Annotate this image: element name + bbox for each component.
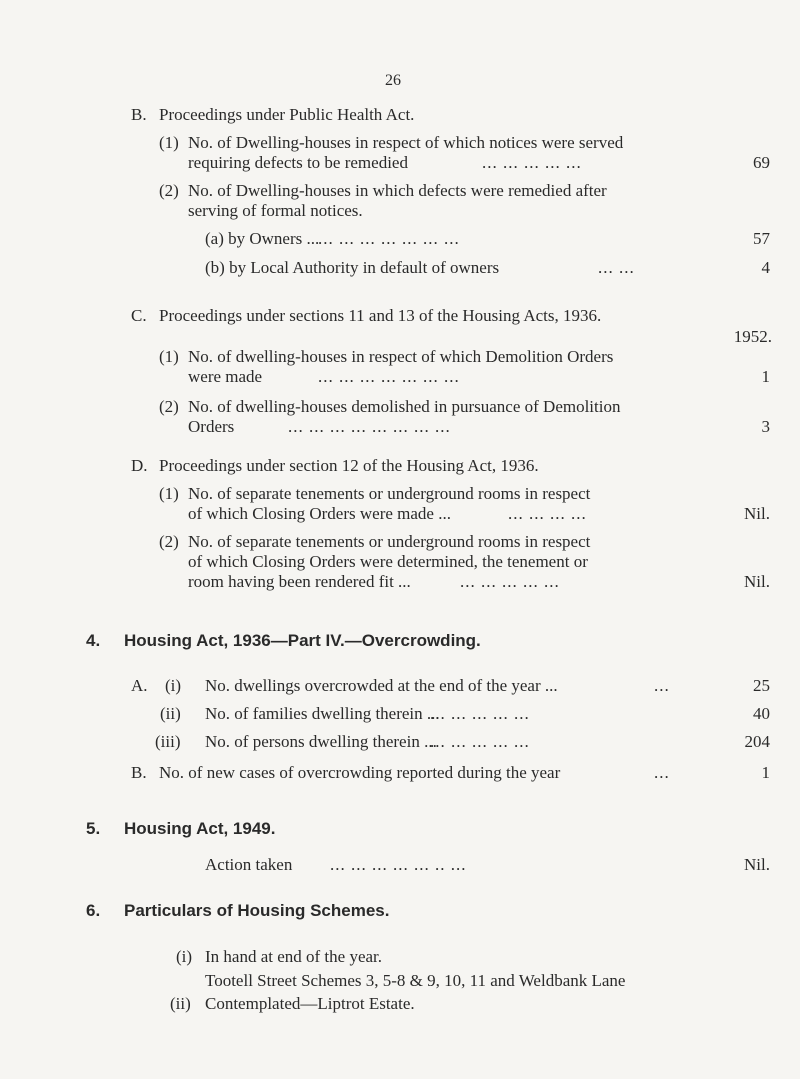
- item-text: Tootell Street Schemes 3, 5-8 & 9, 10, 11 and Weldbank Lane: [205, 971, 626, 990]
- section-letter: D.: [131, 456, 148, 475]
- value: 4: [761, 258, 770, 277]
- value: Nil.: [744, 572, 770, 591]
- item-text: No. of persons dwelling therein ...: [205, 732, 437, 751]
- section-letter: C.: [131, 306, 147, 325]
- item-text: No. of families dwelling therein ...: [205, 704, 440, 723]
- item-text: No. of Dwelling-houses in respect of which notices were served: [188, 133, 624, 152]
- leader-dots: ... ... ... ... ... .. ...: [330, 855, 467, 874]
- value: Nil.: [744, 855, 770, 874]
- item-text: In hand at end of the year.: [205, 947, 383, 966]
- leader-dots: ... ... ... ... ... ... ...: [318, 229, 460, 248]
- item-text: No. of dwelling-houses in respect of which Demolition Orders: [188, 347, 614, 366]
- item-number: (i): [165, 676, 182, 695]
- leader-dots: ... ... ... ... ...: [430, 704, 530, 723]
- value: 3: [761, 417, 770, 436]
- leader-dots: ... ... ... ... ...: [482, 153, 582, 172]
- section-title: Proceedings under Public Health Act.: [159, 105, 415, 124]
- item-number: (1): [159, 133, 179, 152]
- item-number: (1): [159, 347, 179, 366]
- value: 69: [753, 153, 770, 172]
- item-text: serving of formal notices.: [188, 201, 363, 220]
- section-heading: Housing Act, 1949.: [124, 819, 276, 838]
- sub-letter: A.: [131, 676, 148, 695]
- item-text: No. dwellings overcrowded at the end of the year ...: [205, 676, 558, 695]
- sub-item: (a) by Owners ...: [205, 229, 320, 248]
- section-heading: Particulars of Housing Schemes.: [124, 901, 390, 920]
- item-text: Contemplated—Liptrot Estate.: [205, 994, 415, 1013]
- item-number: (ii): [170, 994, 191, 1013]
- item-text: No. of separate tenements or underground rooms in respect: [188, 484, 591, 503]
- sub-item: (b) by Local Authority in default of owners: [205, 258, 500, 277]
- value: 204: [744, 732, 770, 751]
- item-number: (1): [159, 484, 179, 503]
- section-heading: Housing Act, 1936—Part IV.—Overcrowding.: [124, 631, 481, 650]
- item-text: of which Closing Orders were made ...: [188, 504, 451, 523]
- year-label: 1952.: [733, 327, 772, 346]
- item-number: (iii): [155, 732, 181, 751]
- sub-letter: B.: [131, 763, 147, 782]
- item-number: (2): [159, 532, 179, 551]
- item-text: room having been rendered fit ...: [188, 572, 411, 591]
- leader-dots: ... ...: [598, 258, 635, 277]
- item-number: (i): [176, 947, 193, 966]
- item-text: Orders: [188, 417, 235, 436]
- value: 40: [753, 704, 770, 723]
- leader-dots: ... ... ... ... ... ... ... ...: [288, 417, 451, 436]
- item-text: of which Closing Orders were determined, the tenement or: [188, 552, 588, 571]
- value: 1: [761, 763, 770, 782]
- page-number: 26: [385, 72, 401, 89]
- item-text: were made: [188, 367, 263, 386]
- section-number: 4.: [86, 631, 101, 650]
- leader-dots: ...: [654, 676, 670, 695]
- leader-dots: ... ... ... ...: [508, 504, 587, 523]
- section-title: Proceedings under section 12 of the Housing Act, 1936.: [159, 456, 539, 475]
- value: 1: [761, 367, 770, 386]
- item-number: (ii): [160, 704, 181, 723]
- leader-dots: ... ... ... ... ... ... ...: [318, 367, 460, 386]
- item-number: (2): [159, 397, 179, 416]
- value: 57: [753, 229, 770, 248]
- item-number: (2): [159, 181, 179, 200]
- section-letter: B.: [131, 105, 147, 124]
- item-text: No. of Dwelling-houses in which defects were remedied after: [188, 181, 607, 200]
- leader-dots: ... ... ... ... ...: [460, 572, 560, 591]
- value: 25: [753, 676, 770, 695]
- leader-dots: ...: [654, 763, 670, 782]
- item-text: requiring defects to be remedied: [188, 153, 408, 172]
- item-text: No. of new cases of overcrowding reported during the year: [159, 763, 561, 782]
- item-text: Action taken: [205, 855, 293, 874]
- section-title: Proceedings under sections 11 and 13 of the Housing Acts, 1936.: [159, 306, 602, 325]
- item-text: No. of dwelling-houses demolished in pursuance of Demolition: [188, 397, 621, 416]
- leader-dots: ... ... ... ... ...: [430, 732, 530, 751]
- item-text: No. of separate tenements or underground rooms in respect: [188, 532, 591, 551]
- section-number: 5.: [86, 819, 101, 838]
- value: Nil.: [744, 504, 770, 523]
- section-number: 6.: [86, 901, 101, 920]
